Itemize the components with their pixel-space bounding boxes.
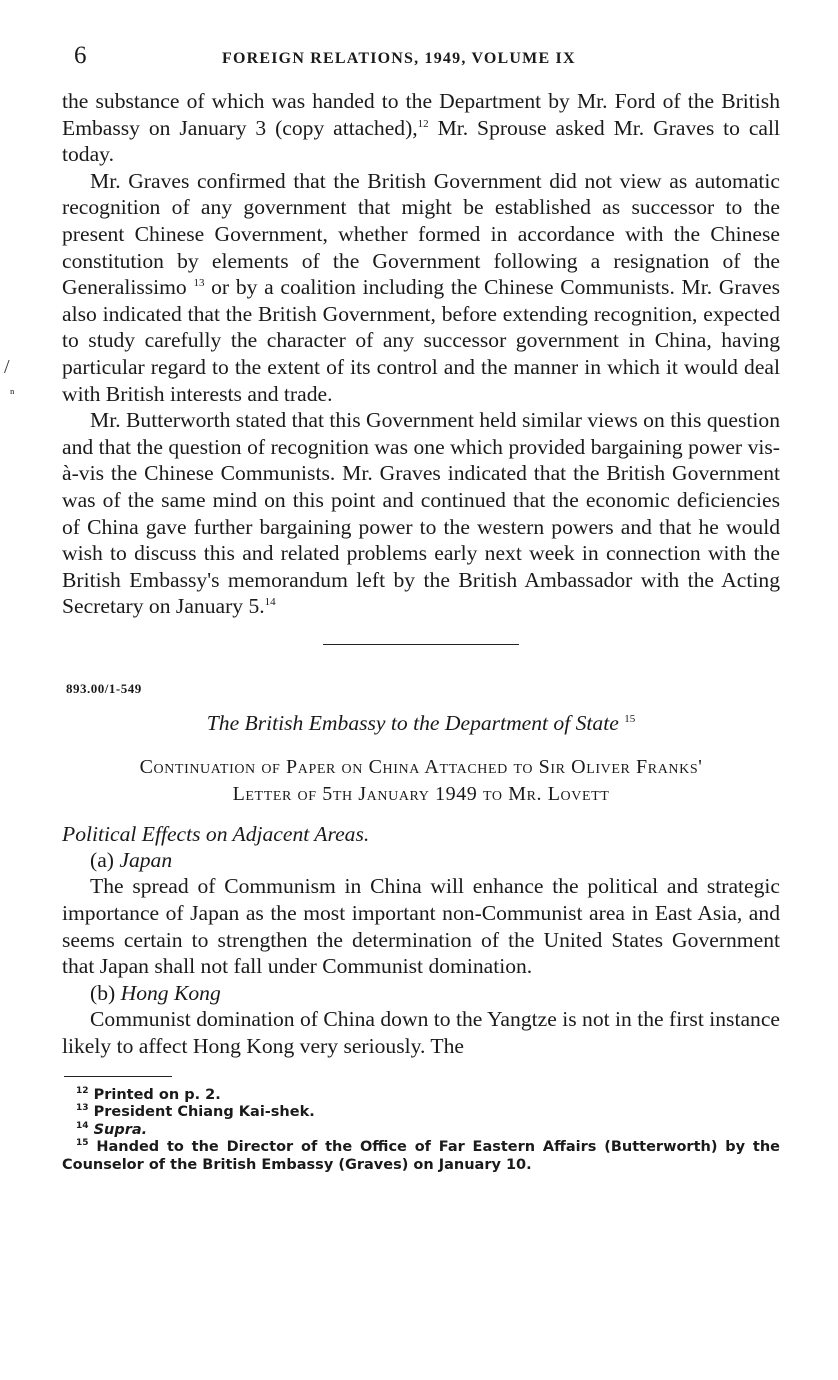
document-subtitle bbox=[62, 754, 780, 808]
paragraph-2: Mr. Graves confirmed that the British Government did not view as automatic recognition of any government that might be established as successor to the present Chinese Government, whether formed in accordance with the Chinese constitution by elements of the Government following a resignation of the Generalissimo $^{13}$ or by a coalition including the Chinese Communists. Mr. Graves also indicated that the British Government, before extending recognition, expected to study carefully the character of any successor government in China, having particular regard to the extent of its control and the manner in which it would deal with British interests and trade. bbox=[62, 168, 780, 406]
section-heading: Political Effects on Adjacent Areas. bbox=[62, 821, 370, 846]
subsection-a-heading: (a) Japan bbox=[90, 847, 173, 872]
footnote-ref-12[interactable]: 12 bbox=[417, 117, 429, 130]
running-head: FOREIGN RELATIONS, 1949, VOLUME IX bbox=[222, 50, 576, 67]
margin-mark-slash: / bbox=[4, 356, 10, 378]
paragraph-1: the substance of which was handed to the Department by Mr. Ford of the British Embassy on January 3 (copy attached),$^{12}$ Mr. Sprouse asked Mr. Graves to call today. bbox=[62, 89, 780, 167]
memorandum-body bbox=[4, 88, 780, 620]
footnote-ref-13[interactable]: 13 bbox=[193, 276, 205, 289]
subtitle-line-1: Continuation of Paper on China Attached to Sir Oliver Franks' bbox=[139, 755, 703, 778]
footnote-12: $^{12}$ Printed on p. 2. bbox=[76, 1085, 221, 1103]
document-page bbox=[4, 40, 780, 1174]
subtitle-line-2: Letter of 5th January 1949 to Mr. Lovett bbox=[232, 782, 610, 805]
page-number: 6 bbox=[74, 42, 87, 69]
subsection-b-body: Communist domination of China down to the Yangtze is not in the first instance likely to affect Hong Kong very seriously. The bbox=[62, 1007, 780, 1059]
paragraph-3: Mr. Butterworth stated that this Government held similar views on this question and that the question of recognition was one which provided bargaining power vis-à-vis the Chinese Communists. Mr. Graves indicated that the British Government was of the same mind on this point and continued that the economic deficiencies of China gave further bargaining power to the western powers and that he would wish to discuss this and related problems early next week in connection with the British Embassy's memorandum left by the British Ambassador with the Acting Secretary on January 5.14 bbox=[62, 408, 780, 619]
margin-mark-dot: ⁿ bbox=[10, 387, 15, 402]
footnote-15: $^{15}$ Handed to the Director of the Office of Far Eastern Affairs (Butterworth) by the Counselor of the British Embassy (Graves) on January 10. bbox=[62, 1138, 780, 1173]
file-number: 893.00/1-549 bbox=[66, 680, 142, 696]
footnote-divider bbox=[64, 1076, 172, 1077]
page-header bbox=[62, 40, 780, 74]
subsection-a-body: The spread of Communism in China will enhance the political and strategic importance of Japan as the most important non-Communist area in East Asia, and seems certain to strengthen the determination of the United States Government that Japan shall not fall under Communist domination. bbox=[62, 874, 780, 979]
subsection-b-heading: (b) Hong Kong bbox=[90, 980, 221, 1005]
footnote-ref-14[interactable]: 14 bbox=[264, 596, 276, 609]
document-title: The British Embassy to the Department of State $^{15}$ bbox=[206, 710, 636, 735]
section-divider bbox=[323, 644, 519, 645]
footnote-14: $^{14}$ Supra. bbox=[76, 1120, 148, 1138]
footnote-ref-15[interactable]: 15 bbox=[624, 712, 636, 725]
footnotes bbox=[62, 1087, 780, 1175]
footnote-13: $^{13}$ President Chiang Kai-shek. bbox=[76, 1103, 315, 1121]
